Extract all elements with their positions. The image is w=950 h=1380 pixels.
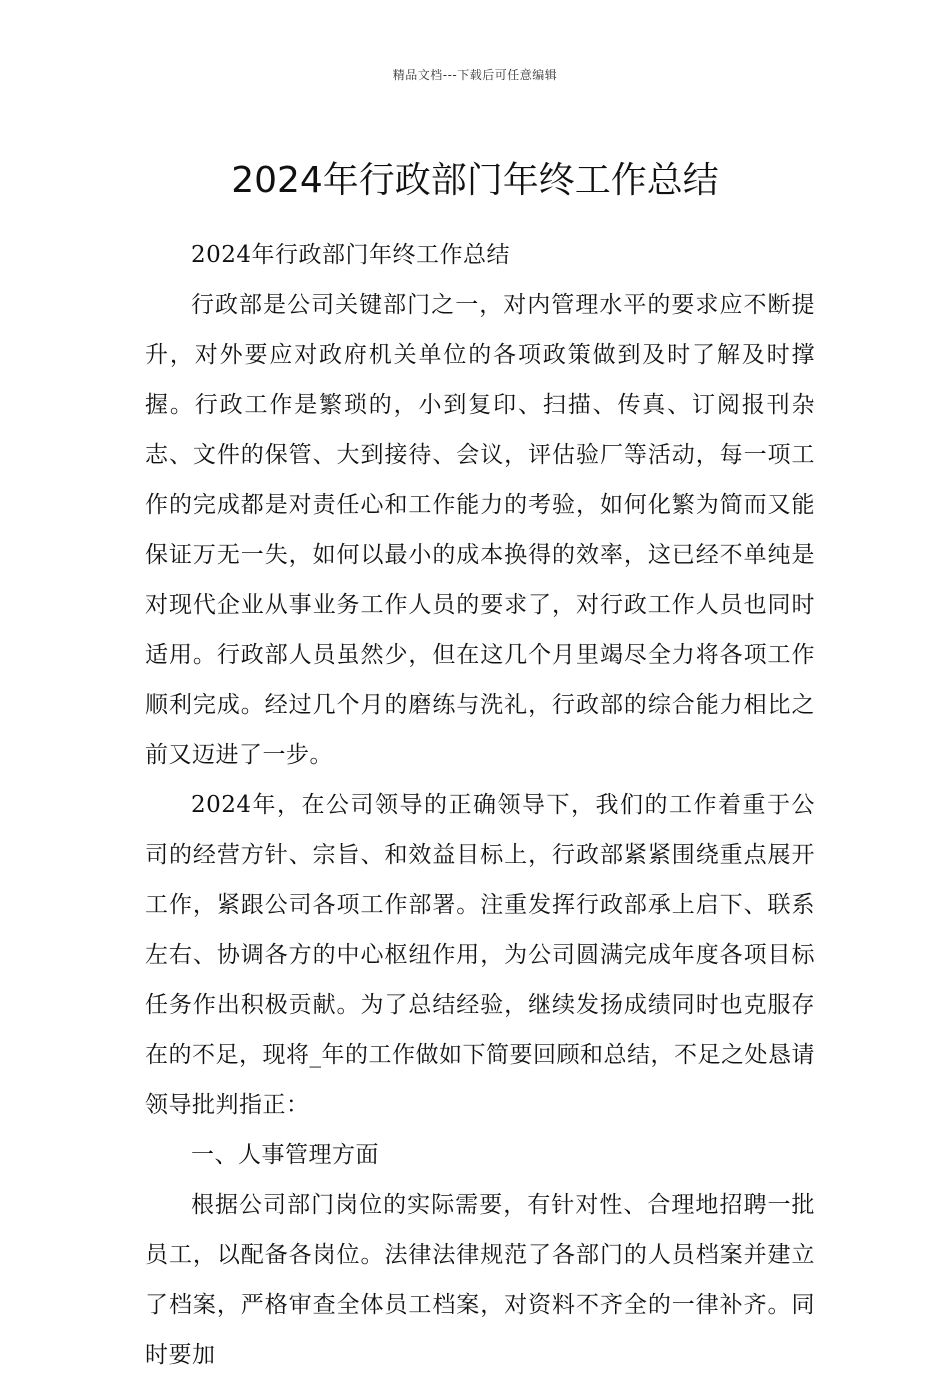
- body-paragraph-personnel: 根据公司部门岗位的实际需要，有针对性、合理地招聘一批员工，以配备各岗位。法律法律规范了各部门的人员档案并建立了档案，严格审查全体员工档案，对资料不齐全的一律补齐。同时要加: [145, 1192, 815, 1368]
- body-paragraph-subtitle: 2024年行政部门年终工作总结: [191, 242, 511, 268]
- page-header-note: 精品文档---下载后可任意编辑: [392, 68, 558, 82]
- document-body: [145, 230, 815, 1380]
- body-paragraph-overview: 2024年，在公司领导的正确领导下，我们的工作着重于公司的经营方针、宗旨、和效益目标上，行政部紧紧围绕重点展开工作，紧跟公司各项工作部署。注重发挥行政部承上启下、联系左右、协调各方的中心枢纽作用，为公司圆满完成年度各项目标任务作出积极贡献。为了总结经验，继续发扬成绩同时也克服存在的不足，现将_年的工作做如下简要回顾和总结，不足之处恳请领导批判指正：: [145, 792, 815, 1118]
- section-heading-personnel: 一、人事管理方面: [191, 1142, 379, 1168]
- document-title: 2024年行政部门年终工作总结: [231, 160, 719, 202]
- body-paragraph-intro: 行政部是公司关键部门之一，对内管理水平的要求应不断提升，对外要应对政府机关单位的各项政策做到及时了解及时撑握。行政工作是繁琐的，小到复印、扫描、传真、订阅报刊杂志、文件的保管、大到接待、会议，评估验厂等活动，每一项工作的完成都是对责任心和工作能力的考验，如何化繁为简而又能保证万无一失，如何以最小的成本换得的效率，这已经不单纯是对现代企业从事业务工作人员的要求了，对行政工作人员也同时适用。行政部人员虽然少，但在这几个月里竭尽全力将各项工作顺利完成。经过几个月的磨练与洗礼，行政部的综合能力相比之前又迈进了一步。: [145, 292, 815, 768]
